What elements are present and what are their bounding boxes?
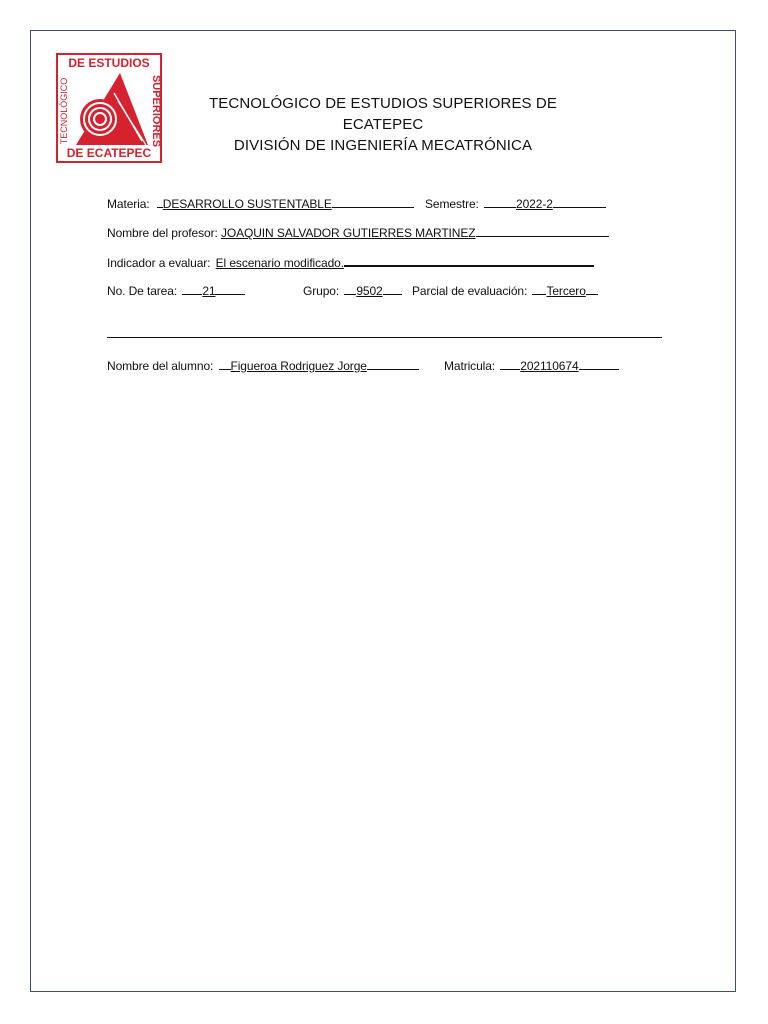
document-header bbox=[170, 93, 596, 156]
profesor-value: JOAQUIN SALVADOR GUTIERRES MARTINEZ bbox=[220, 226, 476, 240]
row-profesor bbox=[107, 224, 609, 240]
row-indicador bbox=[107, 253, 594, 270]
institution-name: TECNOLÓGICO DE ESTUDIOS SUPERIORES DE ECATEPEC bbox=[209, 95, 557, 133]
tarea-label: No. De tarea: bbox=[107, 284, 178, 298]
row-matricula bbox=[444, 357, 619, 373]
profesor-label: Nombre del profesor: bbox=[107, 226, 218, 240]
matricula-label: Matricula: bbox=[444, 359, 496, 373]
logo-text-left: TECNOLÓGICO bbox=[59, 77, 69, 145]
institution-logo bbox=[56, 53, 162, 163]
indicador-label: Indicador a evaluar: bbox=[107, 256, 211, 270]
semestre-label: Semestre: bbox=[425, 197, 479, 211]
division-name: DIVISIÓN DE INGENIERÍA MECATRÓNICA bbox=[233, 137, 533, 154]
row-alumno bbox=[107, 357, 419, 373]
parcial-label: Parcial de evaluación: bbox=[412, 284, 528, 298]
materia-value: DESARROLLO SUSTENTABLE bbox=[162, 197, 332, 211]
parcial-value: Tercero bbox=[546, 284, 586, 298]
page-border bbox=[30, 30, 736, 992]
grupo-label: Grupo: bbox=[303, 284, 340, 298]
row-parcial bbox=[412, 282, 598, 298]
logo-text-top: DE ESTUDIOS bbox=[68, 56, 150, 70]
row-semestre bbox=[425, 195, 606, 211]
row-tarea bbox=[107, 282, 245, 298]
separator-rule bbox=[107, 337, 662, 338]
materia-label: Materia: bbox=[107, 197, 150, 211]
row-materia bbox=[107, 195, 414, 211]
alumno-label: Nombre del alumno: bbox=[107, 359, 214, 373]
tarea-value: 21 bbox=[202, 284, 216, 298]
matricula-value: 202110674 bbox=[520, 359, 579, 373]
alumno-value: Figueroa Rodriguez Jorge bbox=[230, 359, 367, 373]
logo-text-bottom: DE ECATEPEC bbox=[66, 146, 152, 160]
indicador-value: El escenario modificado. bbox=[215, 256, 344, 270]
grupo-value: 9502 bbox=[356, 284, 383, 298]
logo-text-right: SUPERIORES bbox=[150, 74, 162, 148]
row-grupo bbox=[303, 282, 402, 298]
semestre-value: 2022-2 bbox=[516, 197, 553, 211]
